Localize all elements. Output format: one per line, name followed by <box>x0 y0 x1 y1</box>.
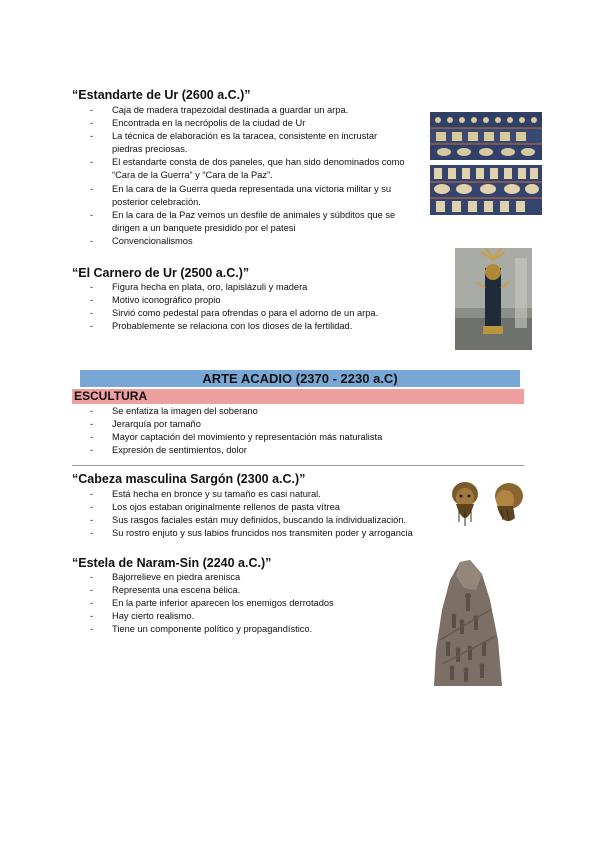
naramsin-title: “Estela de Naram-Sin (2240 a.C.)” <box>72 556 272 570</box>
standard-bullets <box>90 104 420 248</box>
list-item: - Sirvió como pedestal para ofrendas o para el adorno de un arpa. <box>90 307 450 320</box>
list-item: - Se enfatiza la imagen del soberano <box>90 405 510 418</box>
list-item: - La técnica de elaboración es la taracea, consistente en incrustar piedras preciosas. <box>90 130 420 156</box>
naramsin-bullets <box>90 571 410 636</box>
list-item: - Hay cierto realismo. <box>90 610 410 623</box>
ram-statue-image <box>455 248 532 350</box>
list-item: - Encontrada en la necrópolis de la ciudad de Ur <box>90 117 420 130</box>
list-item: - Caja de madera trapezoidal destinada a guardar un arpa. <box>90 104 420 117</box>
list-item: - Figura hecha en plata, oro, lapislázuli y madera <box>90 281 450 294</box>
list-item: - En la cara de la Guerra queda representada una victoria militar y su posterior celebración. <box>90 183 420 209</box>
list-item: - En la parte inferior aparecen los enemigos derrotados <box>90 597 410 610</box>
sargon-bullets <box>90 488 450 540</box>
sargon-head-profile-image <box>487 478 529 532</box>
divider <box>72 465 524 466</box>
ram-title: “El Carnero de Ur (2500 a.C.)” <box>72 266 250 280</box>
standard-war-panel-image <box>430 112 542 160</box>
sargon-head-front-image <box>444 478 486 532</box>
list-item: - Motivo iconográfico propio <box>90 294 450 307</box>
list-item: - Su rostro enjuto y sus labios fruncidos nos transmiten poder y arrogancia <box>90 527 450 540</box>
naramsin-stele-image <box>430 560 505 688</box>
list-item: - En la cara de la Paz vemos un desfile de animales y súbditos que se dirigen a un banquete presidido por el patesi <box>90 209 420 235</box>
list-item: - Tiene un componente político y propagandístico. <box>90 623 410 636</box>
list-item: - Jerarquía por tamaño <box>90 418 510 431</box>
sargon-title: “Cabeza masculina Sargón (2300 a.C.)” <box>72 472 306 486</box>
list-item: - Representa una escena bélica. <box>90 584 410 597</box>
section-banner: ARTE ACADIO (2370 - 2230 a.C) <box>80 370 520 387</box>
standard-title: “Estandarte de Ur (2600 a.C.)” <box>72 88 251 102</box>
list-item: - Probablemente se relaciona con los dioses de la fertilidad. <box>90 320 450 333</box>
list-item: - Los ojos estaban originalmente rellenos de pasta vítrea <box>90 501 450 514</box>
akkad-bullets <box>90 405 510 457</box>
standard-peace-panel-image <box>430 165 542 215</box>
list-item: - Expresión de sentimientos, dolor <box>90 444 510 457</box>
list-item: - Sus rasgos faciales están muy definidos, buscando la individualización. <box>90 514 450 527</box>
list-item: - Convencionalismos <box>90 235 420 248</box>
list-item: - Está hecha en bronce y su tamaño es casi natural. <box>90 488 450 501</box>
list-item: - Mayor captación del movimiento y representación más naturalista <box>90 431 510 444</box>
list-item: - El estandarte consta de dos paneles, que han sido denominados como “Cara de la Guerra” y “Cara de la Paz”. <box>90 156 420 182</box>
ram-bullets <box>90 281 450 333</box>
list-item: - Bajorrelieve en piedra arenisca <box>90 571 410 584</box>
subsection-banner: ESCULTURA <box>72 389 524 404</box>
